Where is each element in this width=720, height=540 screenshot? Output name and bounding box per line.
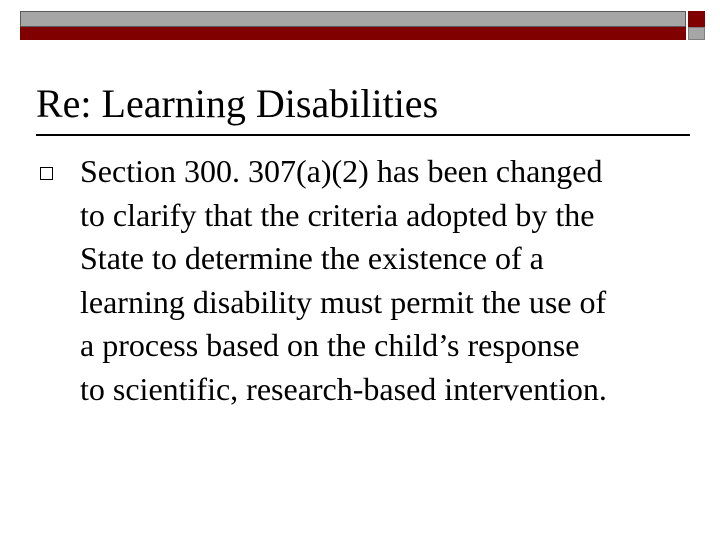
slide-title: Re: Learning Disabilities <box>36 81 439 126</box>
header-square-gray <box>688 27 705 40</box>
bullet-line: a process based on the child’s response <box>80 327 580 363</box>
bullet-line: State to determine the existence of a <box>80 240 544 276</box>
header-band-red <box>20 27 686 40</box>
header-square-red <box>688 11 705 28</box>
bullet-line: to clarify that the criteria adopted by the <box>80 196 595 233</box>
header-band-gray <box>20 11 686 27</box>
bullet-text <box>80 150 690 411</box>
title-underline <box>36 134 690 136</box>
bullet-line: Section 300. 307(a)(2) has been changed <box>80 153 603 189</box>
hollow-square-bullet-icon <box>40 167 53 180</box>
bullet-line: learning disability must permit the use of <box>80 283 607 320</box>
bullet-line: to scientific, research-based intervention. <box>80 370 607 407</box>
